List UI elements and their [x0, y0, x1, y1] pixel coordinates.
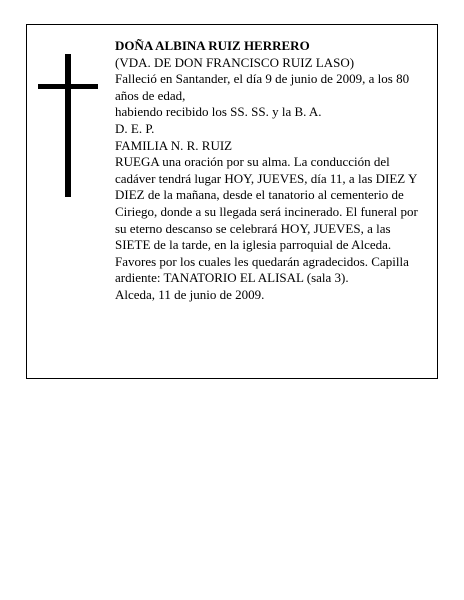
sacraments-line: habiendo recibido los SS. SS. y la B. A.: [115, 104, 322, 120]
rip-line: D. E. P.: [115, 120, 155, 136]
deceased-name: DOÑA ALBINA RUIZ HERRERO: [115, 38, 310, 53]
notice-text: [115, 38, 425, 304]
cross-horizontal-bar: [38, 84, 98, 89]
death-info: Falleció en Santander, el día 9 de junio de 2009, a los 80 años de edad,: [115, 71, 410, 103]
place-date: Alceda, 11 de junio de 2009.: [115, 286, 265, 302]
cross-vertical-bar: [65, 54, 71, 197]
notice-body: RUEGA una oración por su alma. La conducción del cadáver tendrá lugar HOY, JUEVES, día 11, a las DIEZ Y DIEZ de la mañana, desde el tanatorio al cementerio de Ciriego, donde a su llegada será incinerado. El funeral por su eterno descanso se celebrará HOY, JUEVES, a las SIETE de la tarde, en la iglesia parroquial de Alceda. Favores por los cuales les quedarán agradecidos. Capilla ardiente: TANATORIO EL ALISAL (sala 3).: [115, 154, 418, 286]
widow-of-line: (VDA. DE DON FRANCISCO RUIZ LASO): [115, 54, 355, 70]
family-line: FAMILIA N. R. RUIZ: [115, 137, 233, 153]
obituary-notice: [26, 24, 438, 379]
latin-cross-icon: [38, 54, 98, 197]
